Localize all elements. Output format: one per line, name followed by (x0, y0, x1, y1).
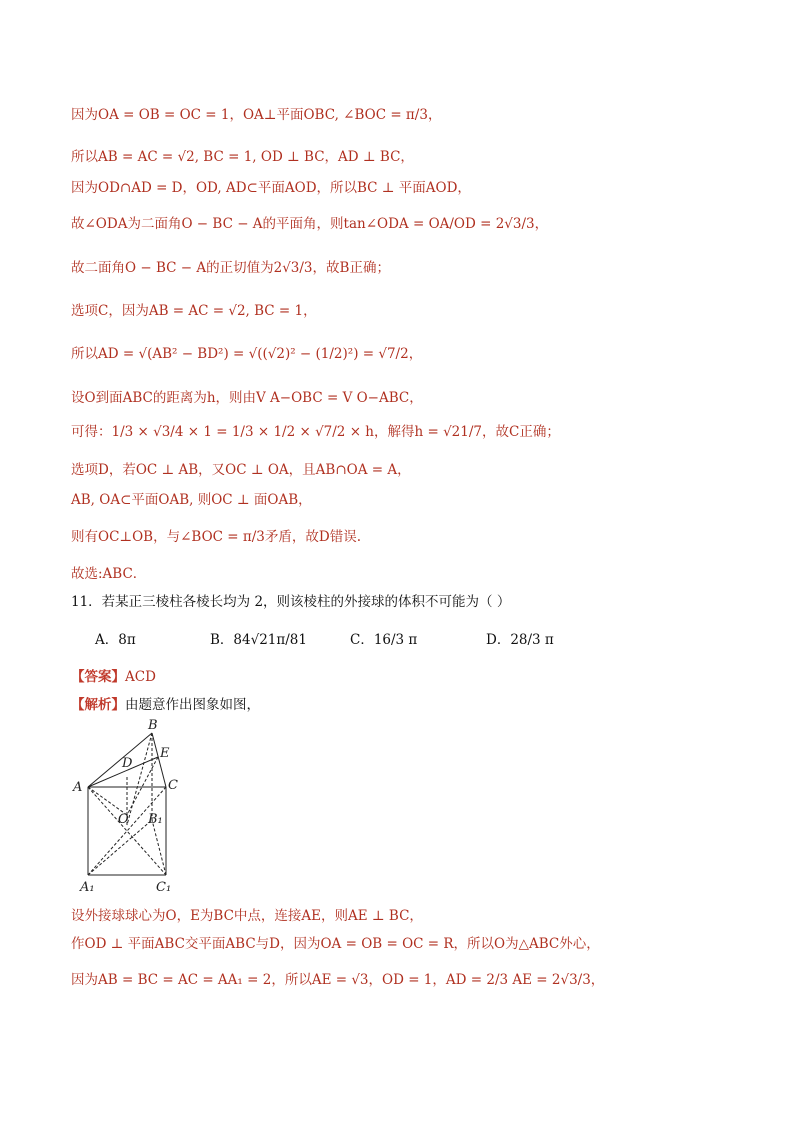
text-line-14: 设外接球球心为O，E为BC中点，连接AE，则AE ⊥ BC， (71, 908, 423, 924)
text-line-9: 可得：1/3 × √3/4 × 1 = 1/3 × 1/2 × √7/2 × h，解得h = √21/7，故C正确； (71, 424, 560, 440)
answer-tag: 【答案】 (71, 669, 125, 685)
text-line-13: 故选:ABC． (71, 566, 147, 582)
text-line-16: 因为AB = BC = AC = AA₁ = 2，所以AE = √3，OD = 1，AD = 2/3 AE = 2√3/3， (71, 972, 605, 988)
text-line-4: 故∠ODA为二面角O − BC − A的平面角，则tan∠ODA = OA/OD = 2√3/3， (71, 216, 549, 232)
label-e: E (160, 746, 170, 761)
label-b: B (148, 718, 158, 733)
edge-a1b1-hidden (88, 820, 152, 875)
text-line-2: 所以AB = AC = √2, BC = 1, OD ⊥ BC，AD ⊥ BC， (71, 149, 414, 165)
text-line-11: AB, OA⊂平面OAB, 则OC ⊥ 面OAB， (71, 492, 312, 508)
answer-line (71, 665, 156, 685)
question-11: 11．若某正三棱柱各棱长均为 2，则该棱柱的外接球的体积不可能为（ ） (71, 594, 511, 610)
text-line-5: 故二面角O − BC − A的正切值为2√3/3，故B正确； (71, 260, 390, 276)
text-line-8: 设O到面ABC的距离为h，则由V A−OBC = V O−ABC， (71, 390, 423, 406)
text-line-7: 所以AD = √(AB² − BD²) = √((√2)² − (1/2)²) = √7/2， (71, 346, 423, 362)
label-a1: A₁ (80, 880, 95, 895)
label-d: D (122, 756, 133, 771)
text-line-6: 选项C，因为AB = AC = √2, BC = 1， (71, 303, 317, 319)
text-line-3: 因为OD∩AD = D，OD, AD⊂平面AOD，所以BC ⊥ 平面AOD， (71, 180, 471, 196)
answer-value: ACD (125, 669, 156, 685)
label-a: A (73, 780, 83, 795)
label-c: C (168, 778, 178, 793)
label-b1: B₁ (148, 812, 163, 827)
option-b: B．84√21π/81 (210, 632, 307, 648)
label-c1: C₁ (156, 880, 172, 895)
label-o: O (118, 812, 129, 827)
text-line-15: 作OD ⊥ 平面ABC交平面ABC与D，因为OA = OB = OC = R，所以O为△ABC外心， (71, 936, 600, 952)
analysis-tag: 【解析】 (71, 697, 125, 713)
option-a: A．8π (95, 632, 136, 648)
edge-ab (88, 733, 152, 787)
analysis-text: 由题意作出图象如图， (125, 697, 260, 713)
option-c: C．16/3 π (350, 632, 418, 648)
segment-ao (88, 787, 127, 815)
prism-figure (70, 715, 190, 895)
option-d: D．28/3 π (486, 632, 554, 648)
text-line-1: 因为OA = OB = OC = 1，OA⊥平面OBC, ∠BOC = π/3， (71, 107, 442, 123)
analysis-line (71, 693, 260, 713)
text-line-10: 选项D，若OC ⊥ AB，又OC ⊥ OA，且AB∩OA = A， (71, 462, 411, 478)
text-line-12: 则有OC⊥OB，与∠BOC = π/3矛盾，故D错误. (71, 529, 361, 545)
